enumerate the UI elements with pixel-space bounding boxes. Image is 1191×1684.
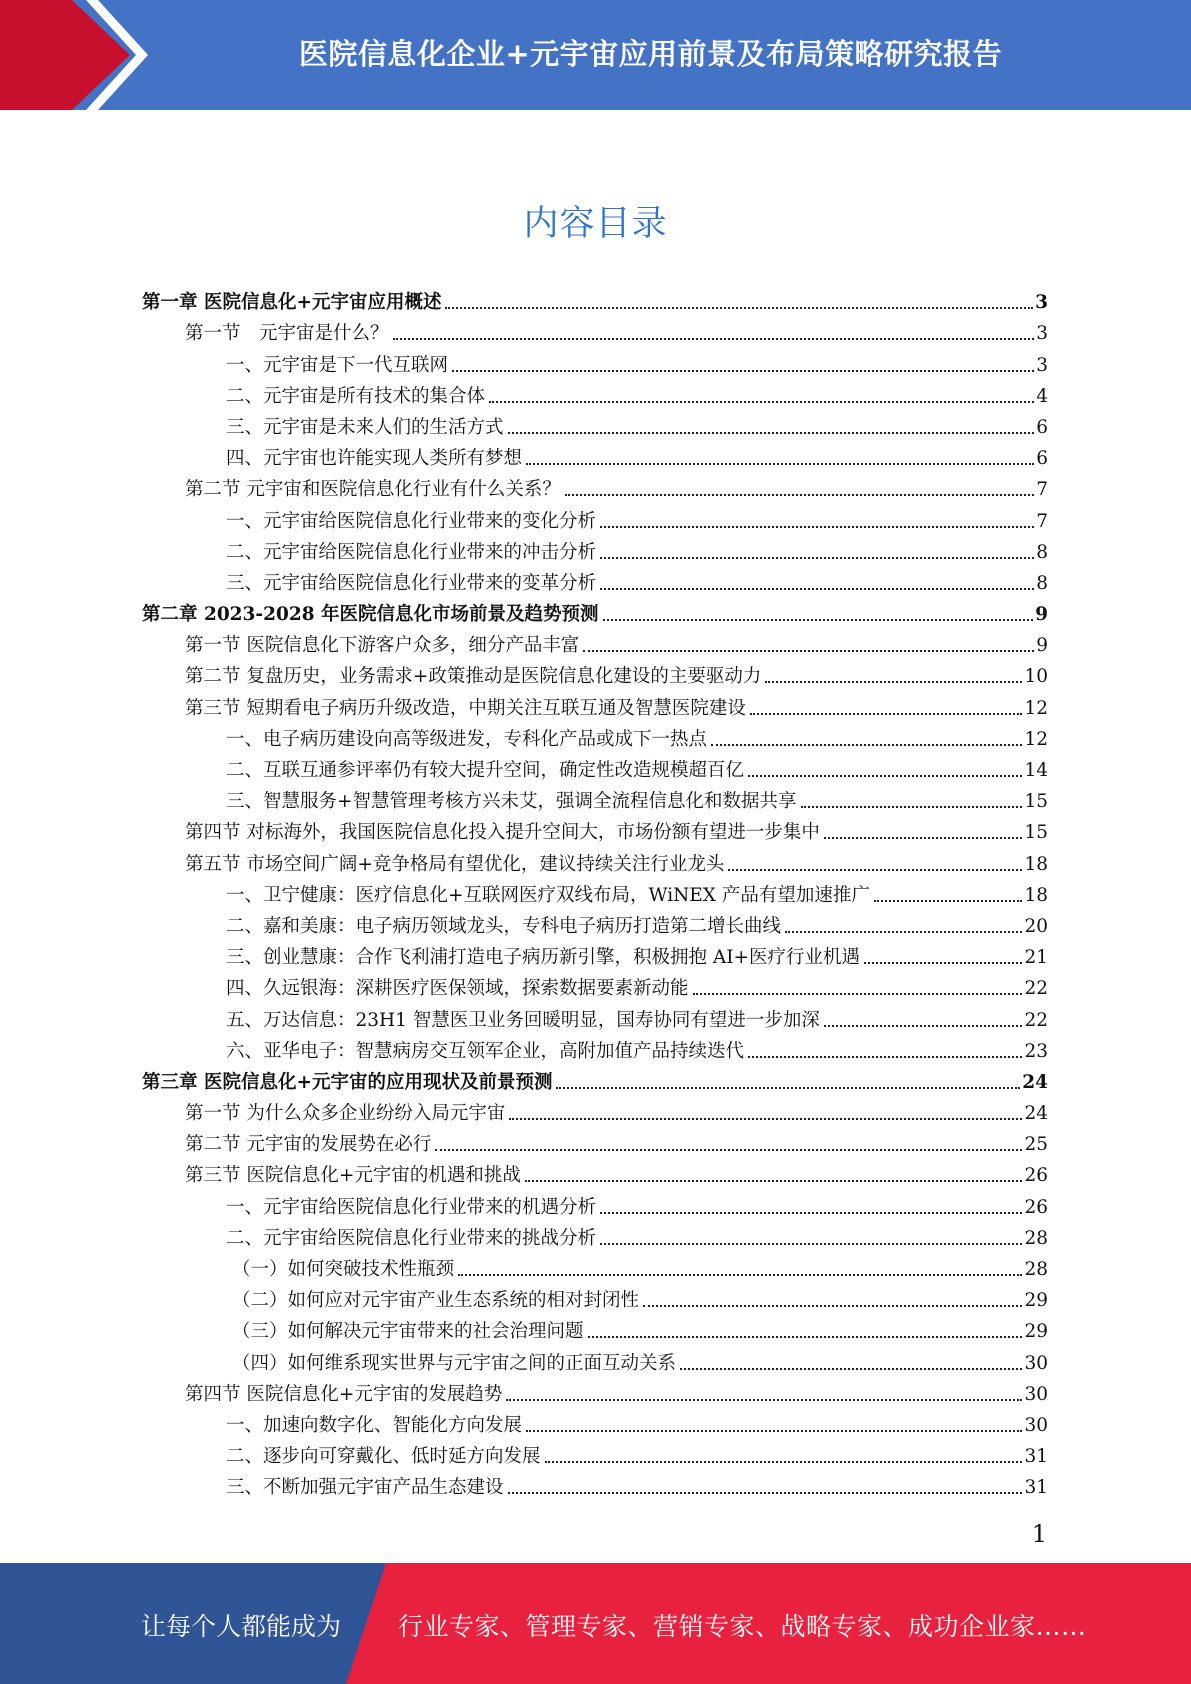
toc-dot-leader <box>728 869 1022 871</box>
toc-dot-leader <box>693 993 1023 995</box>
toc-entry-label: （四）如何维系现实世界与元宇宙之间的正面互动关系 <box>232 1352 677 1374</box>
toc-dot-leader <box>600 557 1034 559</box>
toc-dot-leader <box>583 650 1034 652</box>
footer-slogan-right: 行业专家、管理专家、营销专家、战略专家、成功企业家…… <box>398 1612 1087 1641</box>
toc-entry[interactable] <box>142 1468 1048 1499</box>
toc-entry[interactable] <box>142 688 1048 719</box>
toc-entry-page: 15 <box>1024 822 1048 844</box>
toc-dot-leader <box>680 1368 1022 1370</box>
report-title: 医院信息化企业+元宇宙应用前景及布局策略研究报告 <box>298 37 1003 71</box>
toc-entry[interactable] <box>142 1094 1048 1125</box>
toc-entry[interactable] <box>142 626 1048 657</box>
toc-entry[interactable] <box>142 1281 1048 1312</box>
toc-dot-leader <box>801 806 1023 808</box>
toc-dot-leader <box>600 1212 1022 1214</box>
toc-entry-label: 二、元宇宙给医院信息化行业带来的冲击分析 <box>226 541 597 563</box>
toc-entry-label: 三、创业慧康：合作飞利浦打造电子病历新引擎，积极拥抱 AI+医疗行业机遇 <box>226 947 861 969</box>
toc-entry[interactable] <box>142 1219 1048 1250</box>
toc-entry[interactable] <box>142 1125 1048 1156</box>
toc-entry[interactable] <box>142 1187 1048 1218</box>
footer-banner <box>0 1563 1191 1684</box>
toc-entry[interactable] <box>142 1063 1048 1094</box>
toc-entry-page: 10 <box>1024 666 1048 688</box>
toc-entry-label: 四、久远银海：深耕医疗医保领域，探索数据要素新动能 <box>226 978 689 1000</box>
toc-dot-leader <box>545 1461 1023 1463</box>
toc-entry-label: 第三章 医院信息化+元宇宙的应用现状及前景预测 <box>142 1071 553 1093</box>
toc-entry[interactable] <box>142 720 1048 751</box>
toc-entry[interactable] <box>142 501 1048 532</box>
toc-entry-label: （三）如何解决元宇宙带来的社会治理问题 <box>232 1321 584 1343</box>
toc-entry-label: 三、不断加强元宇宙产品生态建设 <box>226 1477 504 1499</box>
toc-entry[interactable] <box>142 470 1048 501</box>
toc-dot-leader <box>785 931 1022 933</box>
toc-entry[interactable] <box>142 595 1048 626</box>
toc-dot-leader <box>874 900 1023 902</box>
toc-entry-label: 第五节 市场空间广阔+竞争格局有望优化，建议持续关注行业龙头 <box>185 853 725 875</box>
toc-entry[interactable] <box>142 1032 1048 1063</box>
toc-dot-leader <box>445 307 1033 309</box>
toc-entry-label: 第一节 元宇宙是什么？ <box>185 323 389 345</box>
toc-entry-label: 一、元宇宙给医院信息化行业带来的机遇分析 <box>226 1196 597 1218</box>
toc-entry-label: 一、元宇宙给医院信息化行业带来的变化分析 <box>226 510 597 532</box>
toc-entry-label: 第四节 对标海外，我国医院信息化投入提升空间大，市场份额有望进一步集中 <box>185 822 820 844</box>
toc-dot-leader <box>393 338 1035 340</box>
toc-entry-label: 第二章 2023-2028 年医院信息化市场前景及趋势预测 <box>142 604 599 626</box>
toc-entry-page: 31 <box>1024 1446 1048 1468</box>
toc-dot-leader <box>458 1274 1022 1276</box>
toc-entry[interactable] <box>142 439 1048 470</box>
toc-entry-page: 3 <box>1036 354 1048 376</box>
toc-dot-leader <box>508 1492 1023 1494</box>
toc-entry[interactable] <box>142 1000 1048 1031</box>
toc-entry[interactable] <box>142 1406 1048 1437</box>
toc-entry-label: 三、元宇宙是未来人们的生活方式 <box>226 416 504 438</box>
toc-dot-leader <box>435 1149 1022 1151</box>
toc-entry-page: 24 <box>1024 1103 1048 1125</box>
toc-entry-label: 第二节 元宇宙和医院信息化行业有什么关系？ <box>185 479 561 501</box>
toc-entry-page: 3 <box>1036 323 1048 345</box>
toc-entry-page: 28 <box>1024 1227 1048 1249</box>
toc-entry-page: 21 <box>1024 947 1048 969</box>
toc-dot-leader <box>489 401 1034 403</box>
toc-entry-page: 7 <box>1036 479 1048 501</box>
toc-entry-label: （二）如何应对元宇宙产业生态系统的相对封闭性 <box>232 1290 640 1312</box>
toc-entry-label: 四、元宇宙也许能实现人类所有梦想 <box>226 448 523 470</box>
toc-entry-page: 12 <box>1024 728 1048 750</box>
toc-entry-page: 26 <box>1024 1165 1048 1187</box>
toc-entry[interactable] <box>142 782 1048 813</box>
toc-entry-page: 29 <box>1024 1321 1048 1343</box>
toc-dot-leader <box>864 962 1022 964</box>
toc-entry-page: 9 <box>1035 604 1048 626</box>
toc-entry-label: 第三节 短期看电子病历升级改造，中期关注互联互通及智慧医院建设 <box>185 697 746 719</box>
toc-entry[interactable] <box>142 564 1048 595</box>
toc-entry[interactable] <box>142 969 1048 1000</box>
toc-entry[interactable] <box>142 345 1048 376</box>
toc-entry[interactable] <box>142 1375 1048 1406</box>
toc-entry-page: 3 <box>1035 292 1048 314</box>
toc-dot-leader <box>643 1305 1022 1307</box>
toc-entry-page: 15 <box>1024 791 1048 813</box>
toc-entry-label: 一、电子病历建设向高等级进发，专科化产品或成下一热点 <box>226 728 708 750</box>
toc-entry-page: 22 <box>1024 978 1048 1000</box>
toc-entry[interactable] <box>142 1250 1048 1281</box>
toc-entry-page: 8 <box>1036 541 1048 563</box>
toc-entry-label: 三、智慧服务+智慧管理考核方兴未艾，强调全流程信息化和数据共享 <box>226 791 797 813</box>
toc-entry[interactable] <box>142 938 1048 969</box>
toc-dot-leader <box>600 588 1034 590</box>
toc-entry-label: 一、元宇宙是下一代互联网 <box>226 354 449 376</box>
toc-entry-label: 第一节 为什么众多企业纷纷入局元宇宙 <box>185 1103 506 1125</box>
toc-entry[interactable] <box>142 907 1048 938</box>
toc-dot-leader <box>603 619 1034 621</box>
toc-entry[interactable] <box>142 876 1048 907</box>
toc-entry-page: 14 <box>1024 760 1048 781</box>
toc-entry-page: 28 <box>1024 1259 1048 1280</box>
toc-dot-leader <box>600 526 1034 528</box>
toc-entry-page: 30 <box>1024 1383 1048 1405</box>
toc-entry-label: 二、元宇宙给医院信息化行业带来的挑战分析 <box>226 1227 597 1249</box>
toc-entry[interactable] <box>142 408 1048 439</box>
toc-entry[interactable] <box>142 844 1048 875</box>
toc-entry-page: 30 <box>1024 1414 1048 1436</box>
toc-entry-label: 第一节 医院信息化下游客户众多，细分产品丰富 <box>185 635 580 657</box>
toc-dot-leader <box>508 432 1035 434</box>
toc-entry-label: 二、互联互通参评率仍有较大提升空间，确定性改造规模超百亿 <box>226 760 745 781</box>
toc-entry-label: 六、亚华电子：智慧病房交互领军企业，高附加值产品持续迭代 <box>226 1040 745 1062</box>
footer-slogan-left: 让每个人都能成为 <box>141 1612 342 1641</box>
toc-entry-page: 4 <box>1036 385 1048 407</box>
toc-entry-page: 6 <box>1036 416 1048 438</box>
toc-dot-leader <box>824 837 1023 839</box>
toc-entry[interactable] <box>142 1343 1048 1374</box>
toc-dot-leader <box>526 1430 1022 1432</box>
toc-entry-page: 18 <box>1024 884 1048 906</box>
toc-entry-label: 第二节 复盘历史，业务需求+政策推动是医院信息化建设的主要驱动力 <box>185 666 762 688</box>
header-arrow-decoration <box>0 0 160 110</box>
toc-entry-label: 五、万达信息：23H1 智慧医卫业务回暖明显，国寿协同有望进一步加深 <box>226 1009 820 1031</box>
toc-entry[interactable] <box>142 657 1048 688</box>
toc-dot-leader <box>750 713 1023 715</box>
toc-dot-leader <box>711 744 1022 746</box>
toc-dot-leader <box>600 1243 1022 1245</box>
toc-entry-label: 三、元宇宙给医院信息化行业带来的变革分析 <box>226 572 597 594</box>
header-banner <box>0 0 1191 110</box>
toc-dot-leader <box>824 1025 1023 1027</box>
toc-entry[interactable] <box>142 377 1048 408</box>
toc-dot-leader <box>565 494 1034 496</box>
toc-dot-leader <box>509 1118 1022 1120</box>
toc-dot-leader <box>748 1056 1022 1058</box>
toc-entry[interactable] <box>142 1437 1048 1468</box>
toc-dot-leader <box>526 463 1034 465</box>
toc-entry-page: 29 <box>1024 1290 1048 1312</box>
toc-entry[interactable] <box>142 533 1048 564</box>
toc-entry-label: 二、嘉和美康：电子病历领域龙头，专科电子病历打造第二增长曲线 <box>226 915 782 937</box>
toc-dot-leader <box>556 1087 1020 1089</box>
toc-entry-page: 26 <box>1024 1196 1048 1218</box>
toc-entry[interactable] <box>142 1312 1048 1343</box>
toc-entry-label: 二、逐步向可穿戴化、低时延方向发展 <box>226 1446 541 1468</box>
toc-dot-leader <box>748 775 1022 777</box>
toc-entry-label: 第三节 医院信息化+元宇宙的机遇和挑战 <box>185 1165 521 1187</box>
toc-entry-page: 30 <box>1024 1352 1048 1374</box>
toc-heading: 内容目录 <box>523 204 668 244</box>
toc-entry[interactable] <box>142 751 1048 782</box>
toc-dot-leader <box>452 370 1034 372</box>
toc-dot-leader <box>525 1180 1023 1182</box>
toc-entry-page: 23 <box>1024 1040 1048 1062</box>
toc-entry-page: 24 <box>1022 1071 1048 1093</box>
toc-entry-page: 22 <box>1024 1009 1048 1031</box>
toc-entry-label: 第二节 元宇宙的发展势在必行 <box>185 1134 432 1156</box>
toc-entry-label: 二、元宇宙是所有技术的集合体 <box>226 385 486 407</box>
toc-entry-label: 第一章 医院信息化+元宇宙应用概述 <box>142 292 442 314</box>
toc-entry-page: 7 <box>1036 510 1048 532</box>
toc-entry-page: 20 <box>1024 915 1048 937</box>
toc-entry-page: 9 <box>1036 635 1048 657</box>
toc-entry[interactable] <box>142 1156 1048 1187</box>
toc-dot-leader <box>588 1336 1023 1338</box>
toc-entry-page: 25 <box>1024 1134 1048 1156</box>
toc-entry-page: 6 <box>1036 448 1048 470</box>
toc-entry[interactable] <box>142 283 1048 314</box>
toc-entry-page: 12 <box>1024 697 1048 719</box>
toc-entry-page: 31 <box>1024 1477 1048 1499</box>
toc-entry[interactable] <box>142 813 1048 844</box>
toc-dot-leader <box>506 1399 1022 1401</box>
page-number: 1 <box>1031 1520 1047 1548</box>
toc-entry-page: 8 <box>1036 572 1048 594</box>
toc-entry-label: 一、卫宁健康：医疗信息化+互联网医疗双线布局，WiNEX 产品有望加速推广 <box>226 884 870 906</box>
toc-entry[interactable] <box>142 314 1048 345</box>
toc-dot-leader <box>765 681 1022 683</box>
toc-entry-label: 第四节 医院信息化+元宇宙的发展趋势 <box>185 1383 503 1405</box>
table-of-contents <box>142 283 1048 1499</box>
toc-entry-label: 一、加速向数字化、智能化方向发展 <box>226 1414 523 1436</box>
toc-entry-label: （一）如何突破技术性瓶颈 <box>232 1259 455 1280</box>
toc-entry-page: 18 <box>1024 853 1048 875</box>
